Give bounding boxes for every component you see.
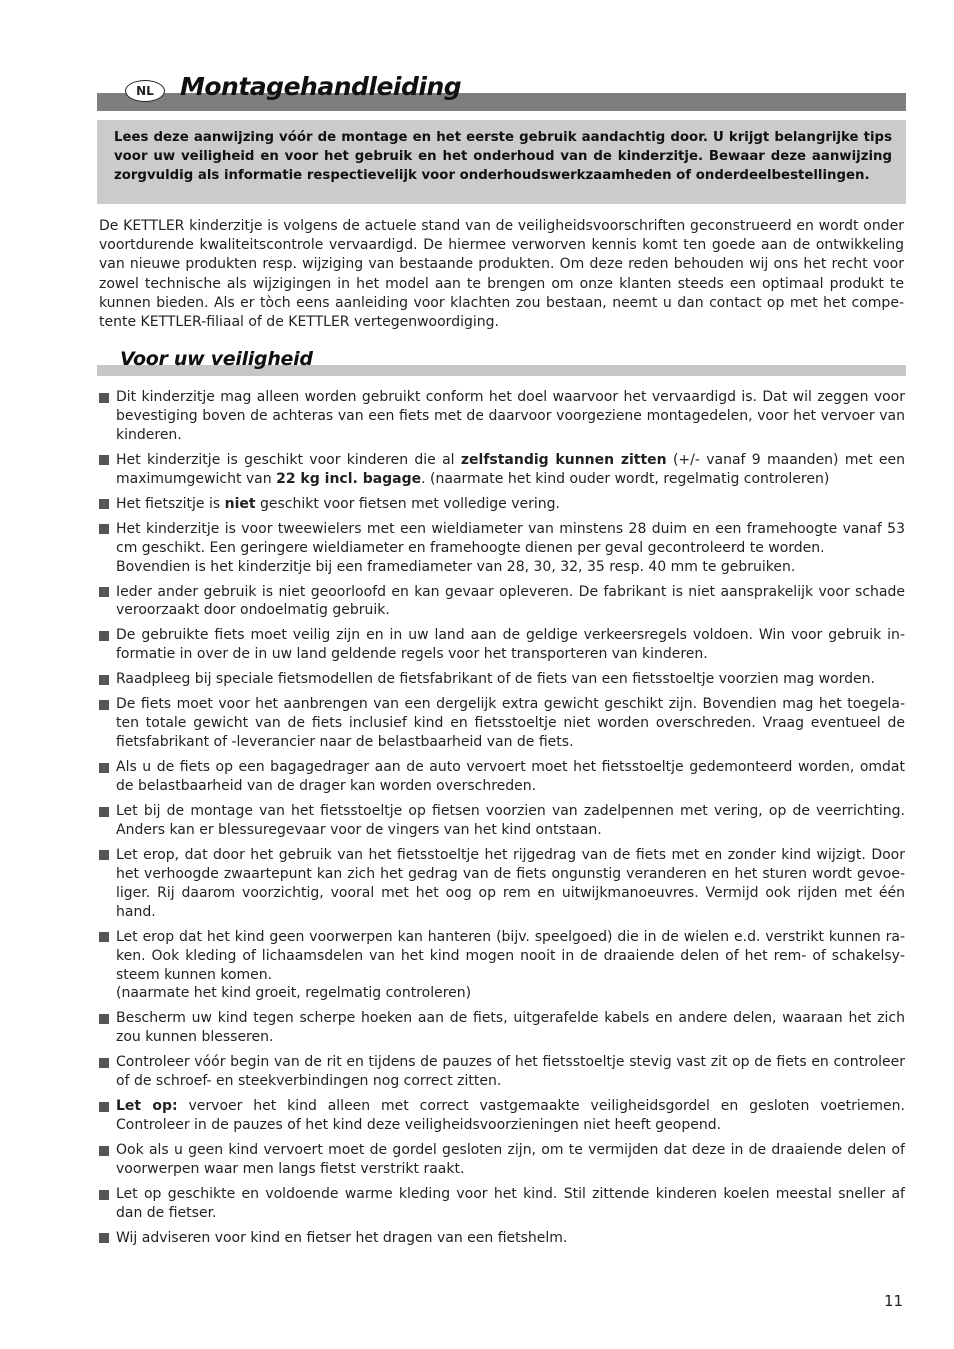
list-item: [99, 758, 905, 796]
item-emphasis: 22 kg incl. bagage: [276, 470, 422, 487]
square-bullet-icon: [99, 524, 109, 534]
item-text: (+/- vanaf 9 maanden) met een maximumgewicht van: [116, 451, 905, 487]
item-text: (naarmate het kind groeit, regelmatig controleren): [116, 985, 472, 1002]
item-text: De gebruikte fiets moet veilig zijn en in uw land aan de geldige verkeersregels voldoen. Win voor gebruik informatie in over de in uw land geldende regels voor het transporteren van kinderen.: [116, 627, 905, 663]
item-text: geschikt voor fietsen met volledige vering.: [255, 495, 561, 512]
list-item: [99, 846, 905, 922]
list-item: [99, 520, 905, 577]
item-text: Bovendien is het kinderzitje bij een framediameter van 28, 30, 32, 35 resp. 40 mm te gebruiken.: [116, 558, 796, 575]
square-bullet-icon: [99, 499, 109, 509]
square-bullet-icon: [99, 1058, 109, 1068]
item-text: vervoer het kind alleen met correct vastgemaakte veiligheidsgordel en gesloten voetriemen. Controleer in de pauzes of het kind deze veiligheidsvoorzieningen niet heeft geopend.: [116, 1098, 905, 1134]
language-badge: NL: [125, 80, 165, 102]
page-title: Montagehandleiding: [180, 72, 462, 101]
item-text: Ook als u geen kind vervoert moet de gordel gesloten zijn, om te vermijden dat deze in de draaiende delen of voorwerpen waar men langs fietst verstrikt raakt.: [116, 1142, 905, 1178]
list-item: [99, 1185, 905, 1223]
item-text: De fiets moet voor het aanbrengen van een dergelijk extra gewicht geschikt zijn. Bovendien mag het toegelaten totale gewicht van de fiets inclusief kind en fietsstoeltje niet worden overschreden. Vraag eventueel de fietsfabrikant of -leverancier naar de belastbaarheid van de fiets.: [116, 696, 905, 751]
list-item: [99, 928, 905, 1004]
square-bullet-icon: [99, 1014, 109, 1024]
item-emphasis: niet: [224, 495, 256, 512]
list-item: [99, 388, 905, 445]
square-bullet-icon: [99, 631, 109, 641]
intro-box: Lees deze aanwijzing vóór de montage en het eerste gebruik aandachtig door. U krijgt belangrijke tips voor uw veiligheid en voor het gebruik en het onderhoud van de kinderzitje. Bewaar deze aanwijzing zorgvuldig als informatie respectievelijk voor onderhoudswerkzaamheden of onderdeelbestellingen.: [97, 120, 906, 204]
square-bullet-icon: [99, 1146, 109, 1156]
item-text: Dit kinderzitje mag alleen worden gebruikt conform het doel waarvoor het vervaardigd is. Dat wil zeggen voor bevestiging boven de achteras van een fiets met de daarvoor voorgeziene montagedelen, voor het vervoer van kinderen.: [116, 389, 905, 443]
square-bullet-icon: [99, 807, 109, 817]
item-text: Let op geschikte en voldoende warme kleding voor het kind. Stil zittende kinderen koelen meestal sneller af dan de fietser.: [116, 1186, 905, 1221]
square-bullet-icon: [99, 393, 109, 403]
item-text: Let erop, dat door het gebruik van het fietsstoeltje het rijgedrag van de fiets met en zonder kind wijzigt. Door het verhoogde zwaartepunt kan zich het gedrag van de fiets ongunstig veranderen en het sturen wordt gevoeliger. Rij daarom voorzichtig, vooral met het oog op rem en uitwijkmanoeuvres. Vermijd ook rijden met één hand.: [116, 846, 905, 920]
item-text: . (naarmate het kind ouder wordt, regelmatig controleren): [421, 470, 830, 487]
section-title: Voor uw veiligheid: [120, 348, 313, 370]
item-text: Het fietszitje is: [116, 495, 225, 512]
square-bullet-icon: [99, 675, 109, 685]
list-item: [99, 695, 905, 752]
square-bullet-icon: [99, 700, 109, 710]
list-item: [99, 1229, 905, 1248]
square-bullet-icon: [99, 763, 109, 773]
item-text: Bescherm uw kind tegen scherpe hoeken aan de fiets, uitgerafelde kabels en andere delen, waaraan het zich zou kunnen blesseren.: [116, 1010, 905, 1046]
page-number: 11: [884, 1292, 904, 1310]
list-item: [99, 802, 905, 840]
square-bullet-icon: [99, 1102, 109, 1112]
item-emphasis: Let op:: [116, 1098, 178, 1115]
list-item: [99, 583, 905, 621]
list-item: [99, 626, 905, 664]
square-bullet-icon: [99, 850, 109, 860]
square-bullet-icon: [99, 587, 109, 597]
safety-list: [99, 388, 905, 1254]
list-item: [99, 451, 905, 489]
list-item: [99, 670, 905, 689]
list-item: [99, 495, 905, 514]
item-text: Het kinderzitje is geschikt voor kinderen die al: [116, 451, 461, 468]
item-text: Wij adviseren voor kind en fietser het dragen van een fietshelm.: [116, 1229, 568, 1246]
list-item: [99, 1097, 905, 1135]
square-bullet-icon: [99, 932, 109, 942]
list-item: [99, 1053, 905, 1091]
item-text: Let erop dat het kind geen voorwerpen kan hanteren (bijv. speelgoed) die in de wielen e.d. verstrikt kunnen raken. Ook kleding of lichaamsdelen van het kind mogen nooit in de draaiende delen of het rem- of schakelsysteem kunnen komen.: [116, 928, 905, 983]
square-bullet-icon: [99, 1190, 109, 1200]
item-text: Controleer vóór begin van de rit en tijdens de pauzes of het fietsstoeltje stevig vast zit op de fiets en controleer of de schroef- en steekverbindingen nog correct zitten.: [116, 1054, 905, 1090]
square-bullet-icon: [99, 1233, 109, 1243]
intro-paragraph: De KETTLER kinderzitje is volgens de actuele stand van de veiligheidsvoorschriften geconstrueerd en wordt onder voortdurende kwaliteitscontrole vervaardigd. De hiermee verworven kennis komt ten goede aan de ontwikkeling van nieuwe produkten resp. wijziging van bestaande produkten. Om deze reden behouden wij ons het recht voor zowel technische als wijzigingen in het model aan te brengen om onze klanten steeds een optimaal produkt te kunnen bieden. Als er tòch eens aanleiding voor klachten zou bestaan, neemt u dan contact op met het competente KETTLER-filiaal of de KETTLER vertegenwoordiging.: [99, 218, 904, 331]
item-text: Als u de fiets op een bagagedrager aan de auto vervoert moet het fietsstoeltje gedemonteerd worden, omdat de belastbaarheid van de drager kan worden overschreden.: [116, 759, 905, 795]
list-item: [99, 1141, 905, 1179]
item-emphasis: zelfstandig kunnen zitten: [460, 451, 667, 468]
list-item: [99, 1009, 905, 1047]
square-bullet-icon: [99, 455, 109, 465]
item-text: Raadpleeg bij speciale fietsmodellen de fietsfabrikant of de fiets van een fietsstoeltje voorzien mag worden.: [116, 671, 875, 688]
item-text: Het kinderzitje is voor tweewielers met een wieldiameter van minstens 28 duim en een framehoogte vanaf 53 cm geschikt. Een geringere wieldiameter en framehoogte dienen per geval gecontroleerd te worden.: [116, 520, 905, 556]
item-text: Ieder ander gebruik is niet geoorloofd en kan gevaar opleveren. De fabrikant is niet aansprakelijk voor schade veroorzaakt door ondoelmatig gebruik.: [116, 583, 905, 619]
item-text: Let bij de montage van het fietsstoeltje op fietsen voorzien van zadelpennen met vering, op de veerrichting. Anders kan er blessuregevaar voor de vingers van het kind ontstaan.: [116, 803, 905, 838]
